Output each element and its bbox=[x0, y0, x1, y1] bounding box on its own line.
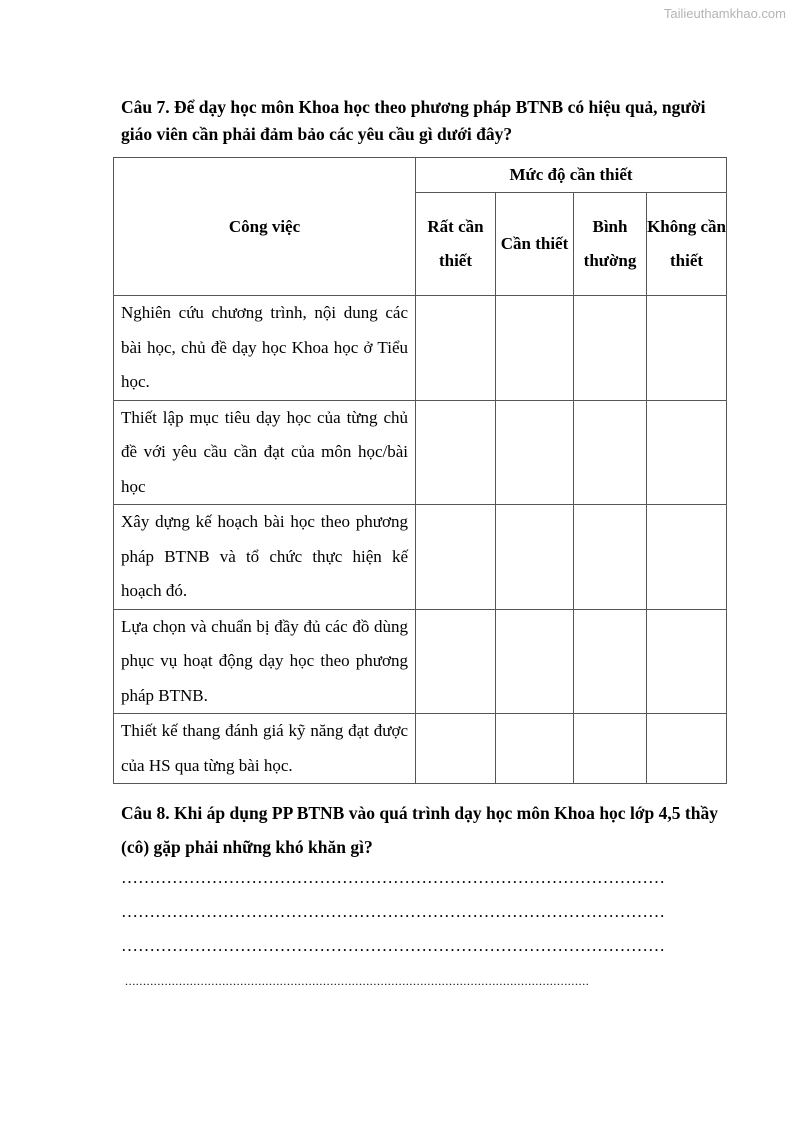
rating-cell[interactable] bbox=[416, 296, 496, 401]
rating-cell[interactable] bbox=[574, 714, 647, 784]
table-row bbox=[114, 714, 727, 784]
watermark: Tailieuthamkhao.com bbox=[663, 6, 786, 21]
level-group-header: Mức độ cần thiết bbox=[416, 158, 727, 193]
rating-cell[interactable] bbox=[647, 505, 727, 610]
task-column-header: Công việc bbox=[114, 158, 416, 296]
table-row bbox=[114, 400, 727, 505]
answer-line[interactable]: …………………………………………………………………………………… bbox=[121, 936, 665, 955]
question-8-title: Câu 8. Khi áp dụng PP BTNB vào quá trình dạy học môn Khoa học lớp 4,5 thầy (cô) gặp phải những khó khăn gì? bbox=[121, 803, 718, 857]
rating-cell[interactable] bbox=[647, 296, 727, 401]
rating-cell[interactable] bbox=[647, 400, 727, 505]
rating-cell[interactable] bbox=[496, 296, 574, 401]
rating-cell[interactable] bbox=[416, 400, 496, 505]
task-cell: Thiết kế thang đánh giá kỹ năng đạt được của HS qua từng bài học. bbox=[114, 714, 416, 784]
rating-cell[interactable] bbox=[416, 609, 496, 714]
rating-cell[interactable] bbox=[416, 505, 496, 610]
rating-cell[interactable] bbox=[496, 400, 574, 505]
rating-cell[interactable] bbox=[574, 609, 647, 714]
rating-cell[interactable] bbox=[574, 505, 647, 610]
task-cell: Xây dựng kế hoạch bài học theo phương pháp BTNB và tổ chức thực hiện kế hoạch đó. bbox=[114, 505, 416, 610]
answer-line[interactable]: ................................................................................................................................. bbox=[125, 974, 590, 988]
rating-cell[interactable] bbox=[496, 609, 574, 714]
question-7-title: Câu 7. Để dạy học môn Khoa học theo phương pháp BTNB có hiệu quả, người giáo viên cần phải đảm bảo các yêu cầu gì dưới đây? bbox=[121, 97, 706, 144]
rating-cell[interactable] bbox=[647, 609, 727, 714]
table-row bbox=[114, 505, 727, 610]
level-header-normal: Bình thường bbox=[574, 193, 647, 296]
rating-cell[interactable] bbox=[416, 714, 496, 784]
task-cell: Lựa chọn và chuẩn bị đầy đủ các đồ dùng phục vụ hoạt động dạy học theo phương pháp BTNB. bbox=[114, 609, 416, 714]
answer-line[interactable]: …………………………………………………………………………………… bbox=[121, 868, 665, 887]
level-header-necessary: Cần thiết bbox=[496, 193, 574, 296]
rating-cell[interactable] bbox=[647, 714, 727, 784]
level-header-unnecessary: Không cần thiết bbox=[647, 193, 727, 296]
table-row bbox=[114, 296, 727, 401]
task-cell: Thiết lập mục tiêu dạy học của từng chủ đề với yêu cầu cần đạt của môn học/bài học bbox=[114, 400, 416, 505]
survey-table bbox=[113, 157, 727, 784]
rating-cell[interactable] bbox=[496, 505, 574, 610]
rating-cell[interactable] bbox=[574, 400, 647, 505]
task-cell: Nghiên cứu chương trình, nội dung các bài học, chủ đề dạy học Khoa học ở Tiểu học. bbox=[114, 296, 416, 401]
answer-line[interactable]: …………………………………………………………………………………… bbox=[121, 902, 665, 921]
level-header-very-necessary: Rất cần thiết bbox=[416, 193, 496, 296]
table-row bbox=[114, 609, 727, 714]
rating-cell[interactable] bbox=[574, 296, 647, 401]
rating-cell[interactable] bbox=[496, 714, 574, 784]
